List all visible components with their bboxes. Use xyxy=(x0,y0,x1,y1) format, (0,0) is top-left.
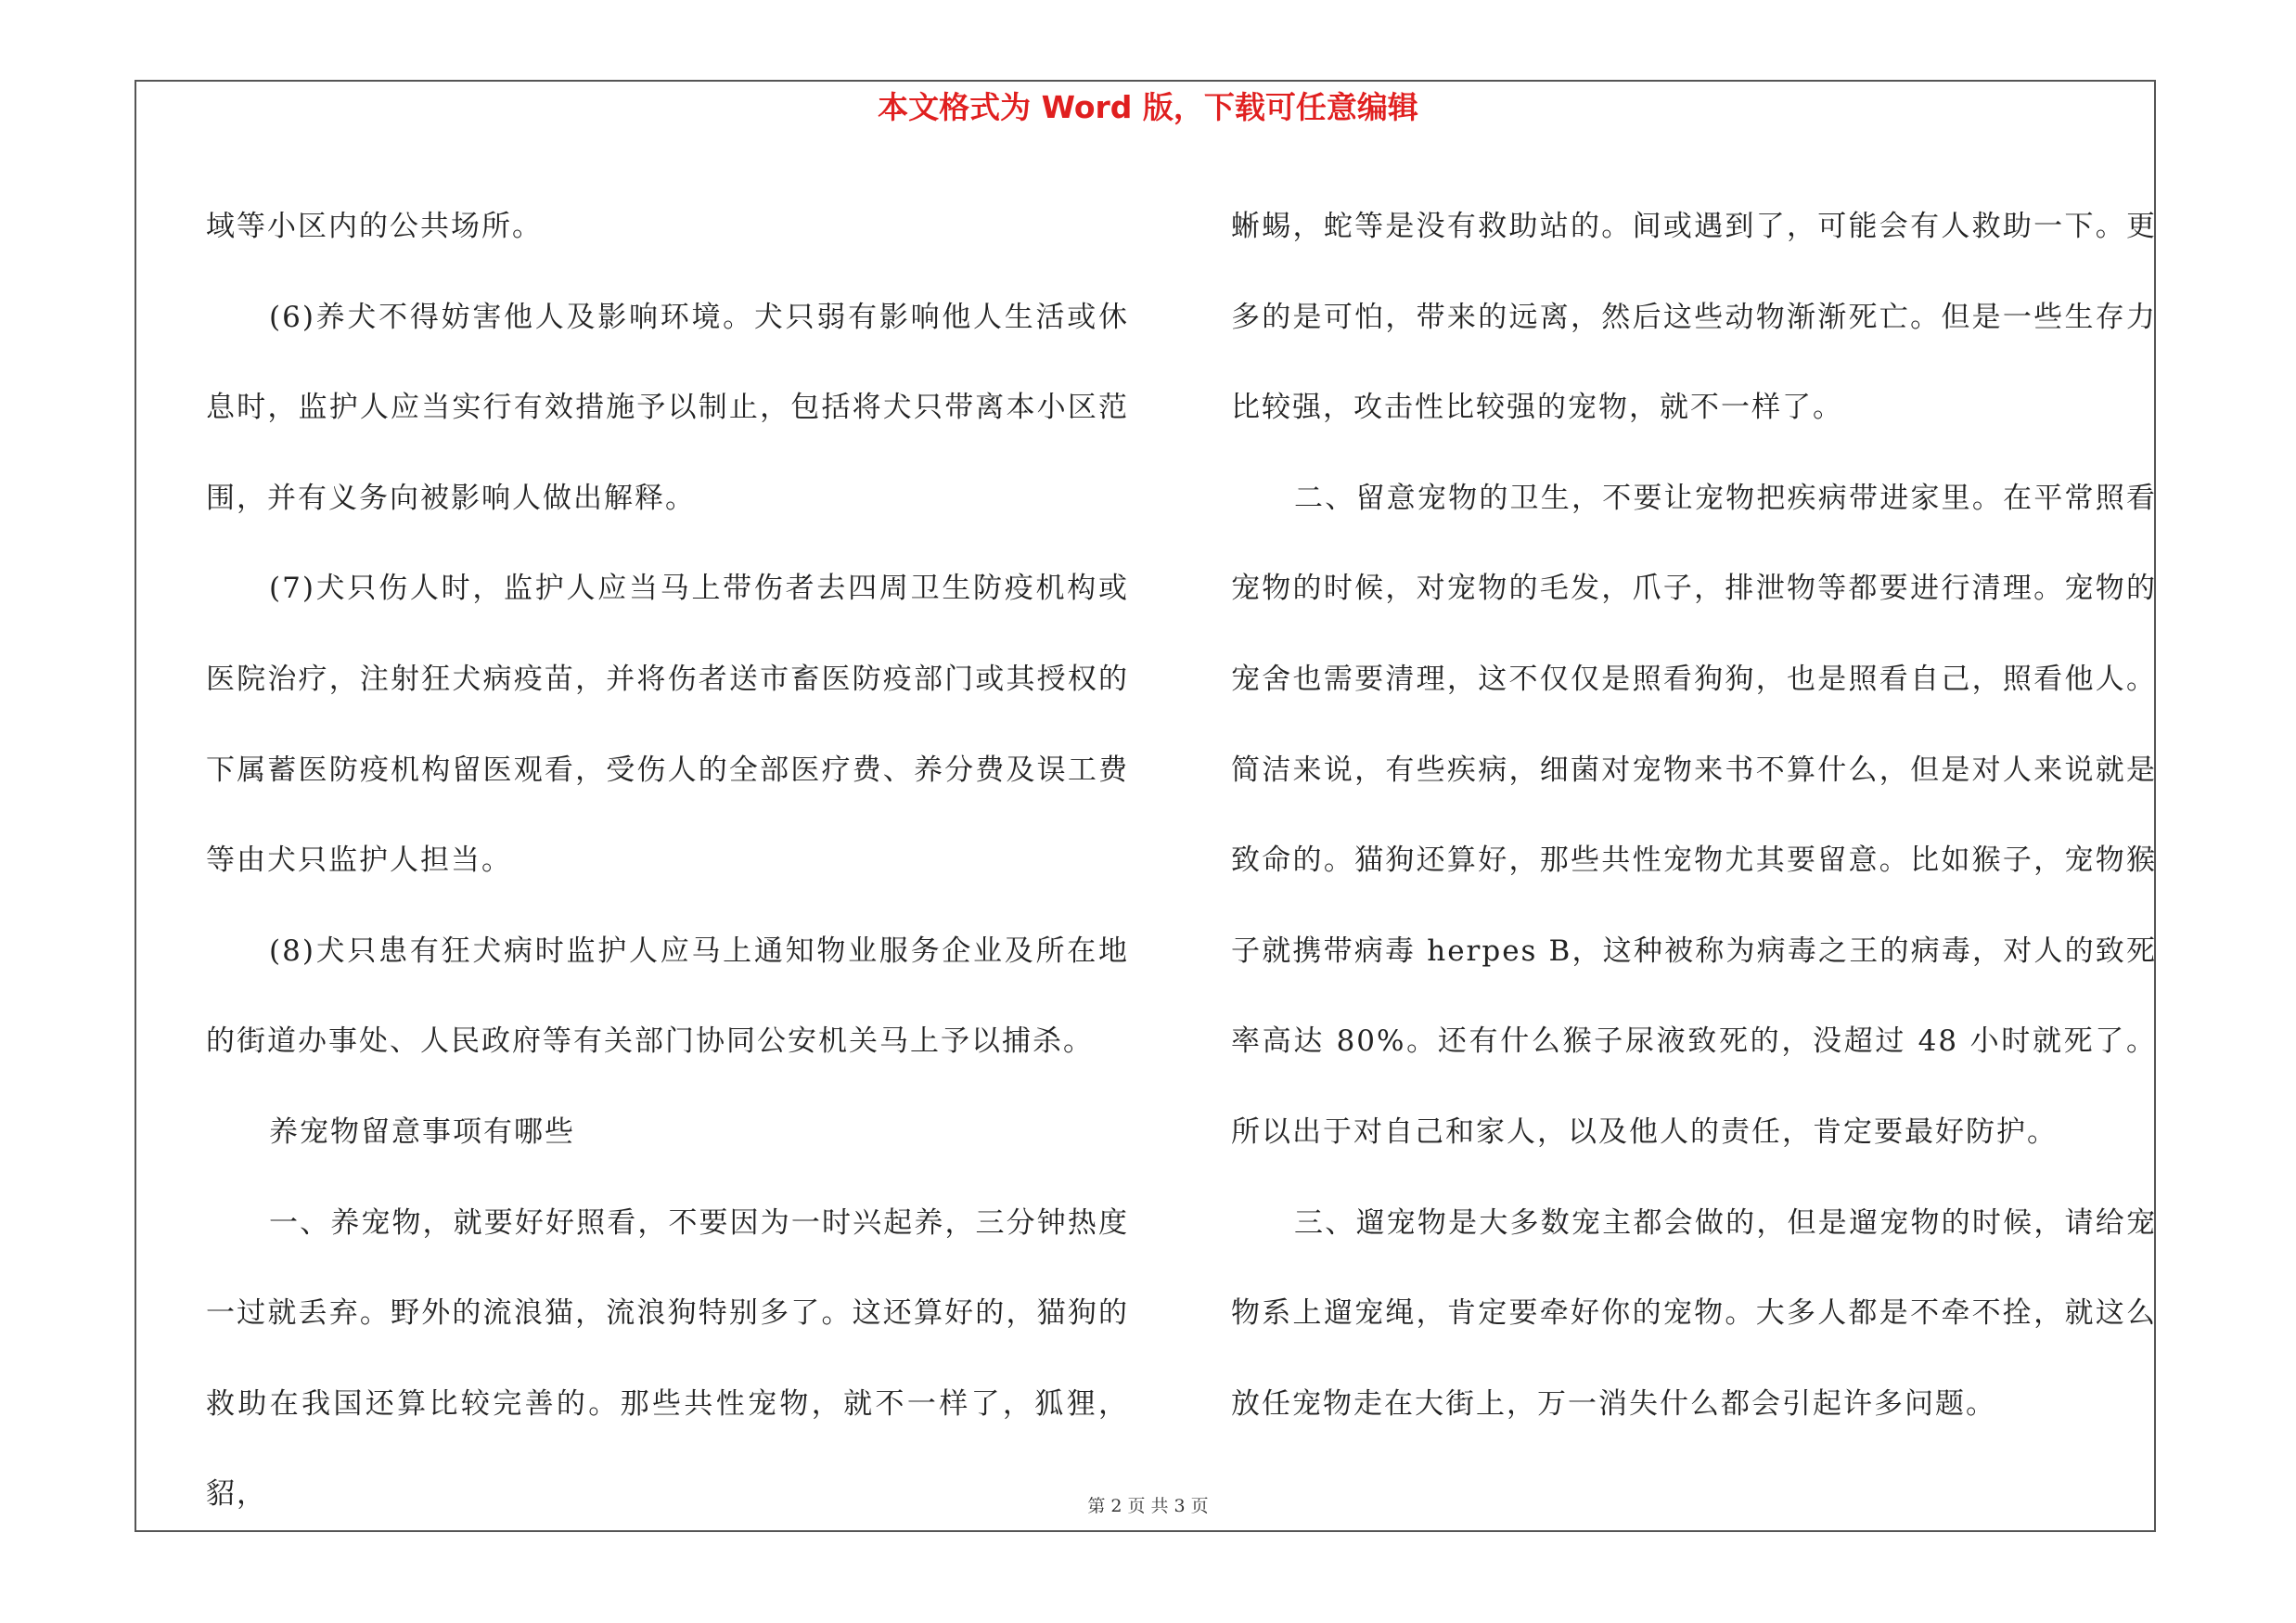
section-heading: 养宠物留意事项有哪些 xyxy=(269,1114,575,1149)
paragraph: 三、遛宠物是大多数宠主都会做的，但是遛宠物的时候，请给宠物系上遛宠绳，肯定要牵好你的宠物。大多人都是不牵不拴，就这么放任宠物走在大街上，万一消失什么都会引起许多问题。 xyxy=(1231,1205,2157,1421)
page-number-footer: 第 2 页 共 3 页 xyxy=(1087,1496,1209,1516)
paragraph: 二、留意宠物的卫生，不要让宠物把疾病带进家里。在平常照看宠物的时候，对宠物的毛发，爪子，排泄物等都要进行清理。宠物的宠舍也需要清理，这不仅仅是照看狗狗，也是照看自己，照看他人。简洁来说，有些疾病，细菌对宠物来书不算什么，但是对人来说就是致命的。猫狗还算好，那些共性宠物尤其要留意。比如猴子，宠物猴子就携带病毒 herpes B，这种被称为病毒之王的病毒，对人的致死率高达 80%。还有什么猴子尿液致死的，没超过 48 小时就死了。所以出于对自己和家人，以及他人的责任，肯定要最好防护。 xyxy=(1231,481,2157,1149)
paragraph: 蜥蜴，蛇等是没有救助站的。间或遇到了，可能会有人救助一下。更多的是可怕，带来的远离，然后这些动物渐渐死亡。但是一些生存力比较强，攻击性比较强的宠物，就不一样了。 xyxy=(1231,210,2157,425)
paragraph: 域等小区内的公共场所。 xyxy=(206,210,543,243)
left-text-column xyxy=(206,182,1129,1540)
paragraph: (8)犬只患有狂犬病时监护人应马上通知物业服务企业及所在地的街道办事处、人民政府等有关部门协同公安机关马上予以捕杀。 xyxy=(206,934,1129,1059)
paragraph: 一、养宠物，就要好好照看，不要因为一时兴起养，三分钟热度一过就丢弃。野外的流浪猫，流浪狗特别多了。这还算好的，猫狗的救助在我国还算比较完善的。那些共性宠物，就不一样了，狐狸，貂， xyxy=(206,1205,1129,1512)
paragraph: (6)养犬不得妨害他人及影响环境。犬只弱有影响他人生活或休息时，监护人应当实行有效措施予以制止，包括将犬只带离本小区范围，并有义务向被影响人做出解释。 xyxy=(206,300,1129,515)
paragraph: (7)犬只伤人时，监护人应当马上带伤者去四周卫生防疫机构或医院治疗，注射狂犬病疫苗，并将伤者送市畜医防疫部门或其授权的下属蓄医防疫机构留医观看，受伤人的全部医疗费、养分费及误工费等由犬只监护人担当。 xyxy=(206,572,1129,878)
format-notice-banner: 本文格式为 Word 版，下载可任意编辑 xyxy=(878,89,1418,125)
right-text-column xyxy=(1231,182,2157,1449)
